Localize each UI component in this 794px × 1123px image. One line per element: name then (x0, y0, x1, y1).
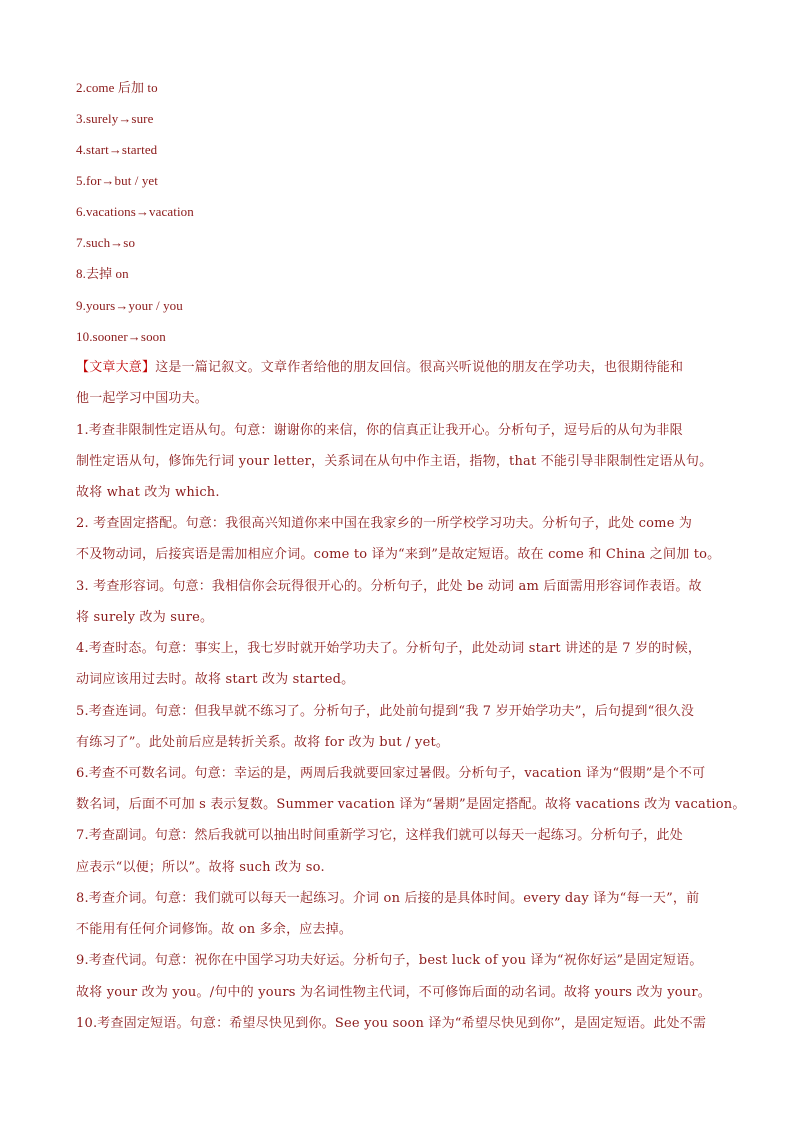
explanation-line: 7.考查副词。句意：然后我就可以抽出时间重新学习它，这样我们就可以每天一起练习。分析句子，此处 (76, 828, 683, 843)
summary-label: 【文章大意】 (76, 360, 156, 375)
answer-line: 4.start→started (76, 142, 158, 157)
explanation-line: 数名词，后面不可加 s 表示复数。Summer vacation 译为“暑期”是固定搭配。故将 vacations 改为 vacation。 (76, 797, 746, 812)
answer-line: 7.such→so (76, 235, 136, 250)
answer-line: 6.vacations→vacation (76, 204, 194, 219)
explanation-line: 制性定语从句，修饰先行词 your letter，关系词在从句中作主语，指物，that 不能引导非限制性定语从句。 (76, 454, 713, 469)
explanation-line: 动词应该用过去时。故将 start 改为 started。 (76, 672, 355, 687)
explanation-line: 故将 your 改为 you。/句中的 yours 为名词性物主代词，不可修饰后面的动名词。故将 yours 改为 your。 (76, 985, 711, 1000)
explanation-line: 9.考查代词。句意：祝你在中国学习功夫好运。分析句子，best luck of you 译为“祝你好运”是固定短语。 (76, 953, 703, 968)
answer-line: 8.去掉 on (76, 266, 129, 281)
answer-line: 3.surely→sure (76, 111, 154, 126)
explanation-line: 8.考查介词。句意：我们就可以每天一起练习。介词 on 后接的是具体时间。every day 译为“每一天”，前 (76, 891, 700, 906)
answer-line: 9.yours→your / you (76, 298, 183, 313)
explanation-line: 应表示“以便；所以”。故将 such 改为 so. (76, 860, 325, 875)
explanation-line: 不及物动词，后接宾语是需加相应介词。come to 译为“来到”是故定短语。故在 come 和 China 之间加 to。 (76, 547, 721, 562)
explanation-line: 有练习了”。此处前后应是转折关系。故将 for 改为 but / yet。 (76, 735, 450, 750)
answer-line: 5.for→but / yet (76, 173, 159, 188)
explanation-line: 2. 考查固定搭配。句意：我很高兴知道你来中国在我家乡的一所学校学习功夫。分析句子，此处 come 为 (76, 516, 693, 531)
explanation-line: 3. 考查形容词。句意：我相信你会玩得很开心的。分析句子，此处 be 动词 am 后面需用形容词作表语。故 (76, 579, 702, 594)
summary-line (76, 360, 726, 376)
summary-line: 他一起学习中国功夫。 (76, 391, 209, 406)
explanation-line: 10.考查固定短语。句意：希望尽快见到你。See you soon 译为“希望尽快见到你”，是固定短语。此处不需 (76, 1016, 707, 1031)
answer-line: 10.sooner→soon (76, 329, 166, 344)
explanation-line: 故将 what 改为 which. (76, 485, 220, 500)
explanation-line: 4.考查时态。句意：事实上，我七岁时就开始学功夫了。分析句子，此处动词 start 讲述的是 7 岁的时候， (76, 641, 702, 656)
explanation-line: 1.考查非限制性定语从句。句意：谢谢你的来信，你的信真正让我开心。分析句子，逗号后的从句为非限 (76, 423, 683, 438)
explanation-line: 不能用有任何介词修饰。故 on 多余，应去掉。 (76, 922, 353, 937)
answer-line: 2.come 后加 to (76, 80, 158, 95)
explanation-line: 6.考查不可数名词。句意：幸运的是，两周后我就要回家过暑假。分析句子，vacation 译为“假期”是个不可 (76, 766, 706, 781)
explanation-line: 5.考查连词。句意：但我早就不练习了。分析句子，此处前句提到“我 7 岁开始学功夫”，后句提到“很久没 (76, 704, 695, 719)
summary-text: 这是一篇记叙文。文章作者给他的朋友回信。很高兴听说他的朋友在学功夫，也很期待能和 (155, 360, 684, 375)
explanation-line: 将 surely 改为 sure。 (76, 610, 214, 625)
